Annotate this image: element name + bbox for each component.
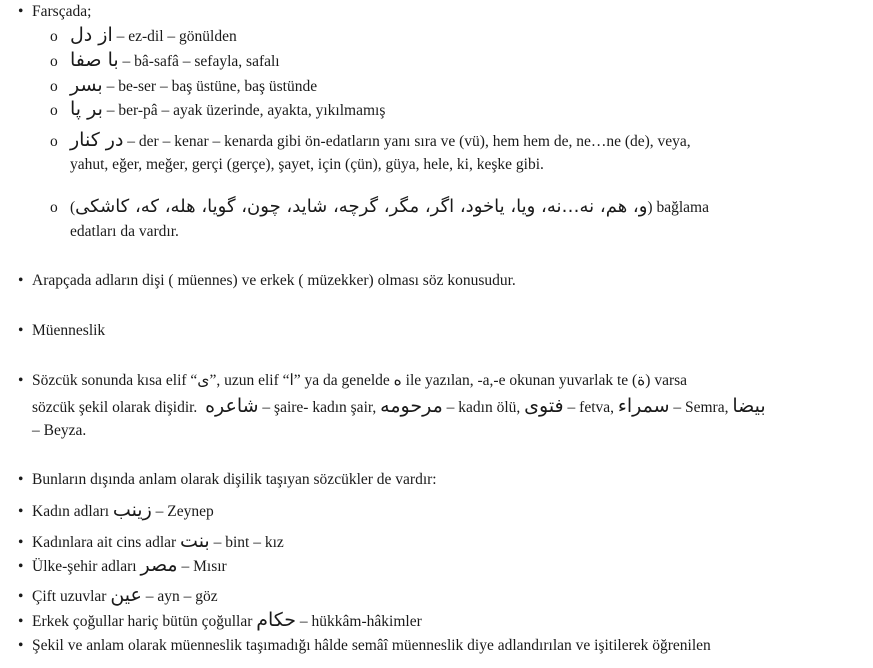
list-item — [50, 99, 385, 121]
paragraph-text: sözcük şekil olarak dişidir. — [32, 399, 198, 416]
arabic-word: در كنار — [70, 129, 124, 151]
item-text: Kadınlara ait cins adlar — [32, 534, 181, 551]
list-item-continuation — [70, 222, 179, 242]
bullet: • — [18, 272, 24, 289]
item-text: – be-ser – baş üstüne, baş üstünde — [102, 78, 318, 95]
paragraph-arapca — [18, 271, 516, 291]
paragraph-last — [18, 636, 711, 656]
circle-bullet: o — [50, 199, 58, 216]
paragraph-text: – fetva, — [563, 399, 618, 416]
list-item-continuation — [70, 155, 544, 175]
heading-text: Müenneslik — [32, 322, 106, 339]
farsca-heading-line — [18, 2, 91, 22]
paragraph-text: – şaire- kadın şair, — [258, 399, 381, 416]
arabic-word: مصر — [140, 554, 178, 576]
farsca-heading: Farsçada; — [32, 3, 92, 20]
arabic-word: شاعره — [205, 395, 259, 417]
list-item — [18, 555, 227, 577]
item-text: edatları da vardır. — [70, 223, 179, 240]
item-text: yahut, eğer, meğer, gerçi (gerçe), şayet, için (çün), güya, hele, ki, keşke gibi. — [70, 156, 544, 173]
arabic-word: سمراء — [617, 395, 670, 417]
item-text: – Mısır — [177, 558, 227, 575]
list-item — [50, 25, 237, 47]
bullet: • — [18, 503, 24, 520]
list-item — [50, 130, 691, 152]
arabic-word: حكام — [256, 609, 297, 631]
bullet: • — [18, 322, 24, 339]
item-text: – hükkâm-hâkimler — [296, 613, 422, 630]
item-text: – bâ-safâ – sefayla, safalı — [118, 53, 280, 70]
circle-bullet: o — [50, 53, 58, 70]
bullet: • — [18, 471, 24, 488]
bullet: • — [18, 588, 24, 605]
arabic-word: با صفا — [70, 49, 119, 71]
list-item — [18, 610, 422, 632]
paragraph-text: – Semra, — [669, 399, 733, 416]
arabic-word: از دل — [70, 24, 113, 46]
bullet: • — [18, 613, 24, 630]
list-item — [18, 500, 214, 522]
item-text: – ayn – göz — [141, 588, 218, 605]
circle-bullet: o — [50, 28, 58, 45]
paragraph-text: – Beyza. — [32, 422, 87, 439]
item-text: Kadın adları — [32, 503, 113, 520]
bullet: • — [18, 534, 24, 551]
circle-bullet: o — [50, 102, 58, 119]
paragraph-bunlarin — [18, 470, 437, 490]
paragraph-text: Bunların dışında anlam olarak dişilik taşıyan sözcükler de vardır: — [32, 471, 437, 488]
arabic-word: بسر — [70, 74, 103, 96]
item-text: Ülke-şehir adları — [32, 558, 141, 575]
circle-bullet: o — [50, 78, 58, 95]
bullet: • — [18, 637, 24, 654]
item-prefix: ( — [70, 199, 76, 216]
paragraph-sozcuk-line1 — [18, 371, 687, 391]
list-item — [18, 531, 284, 553]
paragraph-text: Arapçada adların dişi ( müennes) ve erkek ( müzekker) olması söz konusudur. — [32, 272, 516, 289]
arabic-word: زينب — [112, 499, 152, 521]
item-text: – bint – kız — [209, 534, 284, 551]
arabic-word: فتوى — [524, 395, 564, 417]
item-text: Erkek çoğullar hariç bütün çoğullar — [32, 613, 257, 630]
bullet: • — [18, 558, 24, 575]
arabic-word: بر پا — [70, 98, 103, 120]
paragraph-text: – kadın ölü, — [442, 399, 525, 416]
list-item — [50, 75, 317, 97]
item-text: – ez-dil – gönülden — [112, 28, 237, 45]
heading-muenneslik — [18, 321, 105, 341]
circle-bullet: o — [50, 133, 58, 150]
item-text: – ber-pâ – ayak üzerinde, ayakta, yıkılmamış — [102, 102, 386, 119]
item-text: – Zeynep — [151, 503, 214, 520]
arabic-word: بيضا — [732, 395, 766, 417]
paragraph-sozcuk-line2 — [32, 396, 766, 418]
arabic-word: و، هم، نه…نه، ويا، ياخود، اگر، مگر، گرچه، شايد، چون، گويا، هله، كه، كاشكى — [75, 196, 648, 217]
item-text: ) bağlama — [647, 199, 709, 216]
list-item — [50, 50, 280, 72]
arabic-word: بنت — [180, 530, 210, 552]
paragraph-sozcuk-line3 — [32, 421, 86, 441]
arabic-word: عين — [110, 584, 142, 606]
bullet: • — [18, 3, 24, 20]
item-text: Çift uzuvlar — [32, 588, 111, 605]
item-text: – der – kenar – kenarda gibi ön-edatların yanı sıra ve (vü), hem hem de, ne…ne (de), veya, — [123, 133, 691, 150]
list-item — [50, 197, 709, 218]
bullet: • — [18, 372, 24, 389]
arabic-word: مرحومه — [380, 395, 443, 417]
paragraph-text: Şekil ve anlam olarak müenneslik taşımadığı hâlde semâî müenneslik diye adlandırılan ve işitilerek öğrenilen — [32, 637, 711, 654]
list-item — [18, 585, 218, 607]
paragraph-text: Sözcük sonunda kısa elif “ى”, uzun elif “ا” ya da genelde ه ile yazılan, -a,-e okunan yuvarlak te (ة) varsa — [32, 372, 688, 389]
